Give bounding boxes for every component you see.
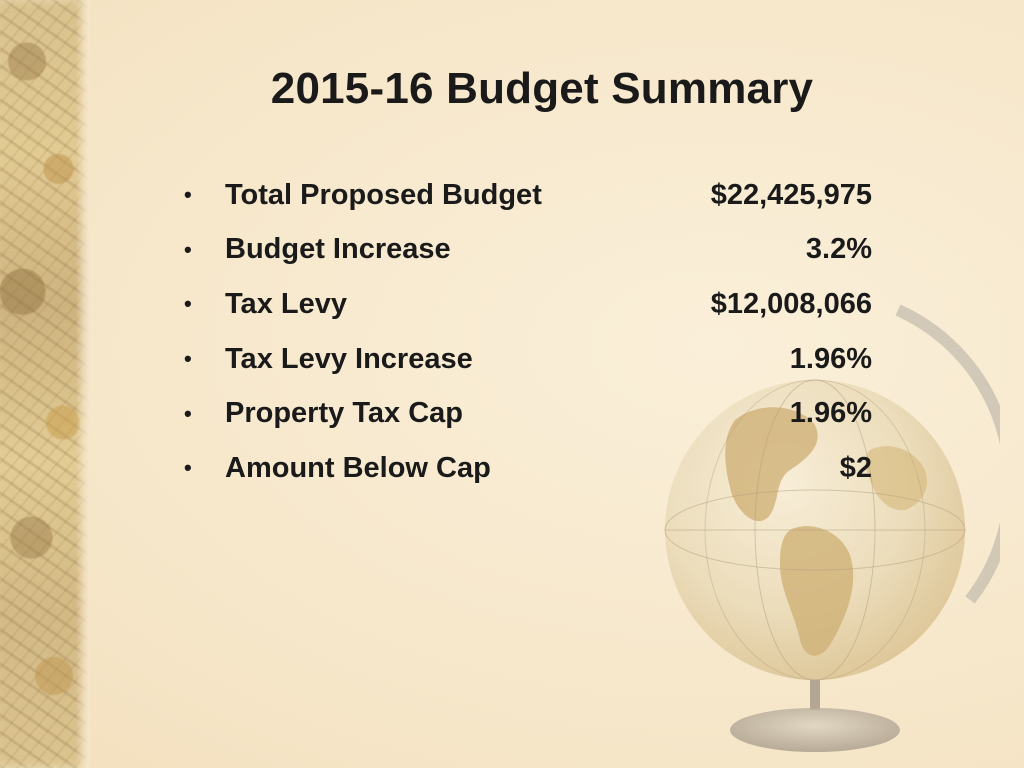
item-label: Total Proposed Budget <box>225 178 542 211</box>
bullet-icon: • <box>184 182 192 208</box>
item-value: 1.96% <box>789 397 872 430</box>
bullet-icon: • <box>184 236 192 262</box>
list-item <box>180 168 872 223</box>
list-item <box>180 441 872 496</box>
item-value: $12,008,066 <box>710 287 872 320</box>
item-value: $22,425,975 <box>710 178 872 211</box>
bullet-icon: • <box>184 400 192 426</box>
item-value: 1.96% <box>789 342 872 375</box>
list-item <box>180 277 872 332</box>
list-item <box>180 332 872 387</box>
item-label: Amount Below Cap <box>225 451 491 484</box>
bullet-icon: • <box>184 346 192 372</box>
item-label: Tax Levy <box>225 287 347 320</box>
list-item <box>180 386 872 441</box>
item-label: Tax Levy Increase <box>225 342 473 375</box>
vintage-map-strip <box>0 0 90 768</box>
bullet-icon: • <box>184 291 192 317</box>
item-label: Budget Increase <box>225 233 451 266</box>
budget-summary-list <box>180 168 872 496</box>
slide-title: 2015-16 Budget Summary <box>270 64 814 113</box>
bullet-icon: • <box>184 455 192 481</box>
list-item <box>180 223 872 278</box>
item-label: Property Tax Cap <box>225 397 463 430</box>
item-value: $2 <box>839 451 872 484</box>
item-value: 3.2% <box>805 233 872 266</box>
